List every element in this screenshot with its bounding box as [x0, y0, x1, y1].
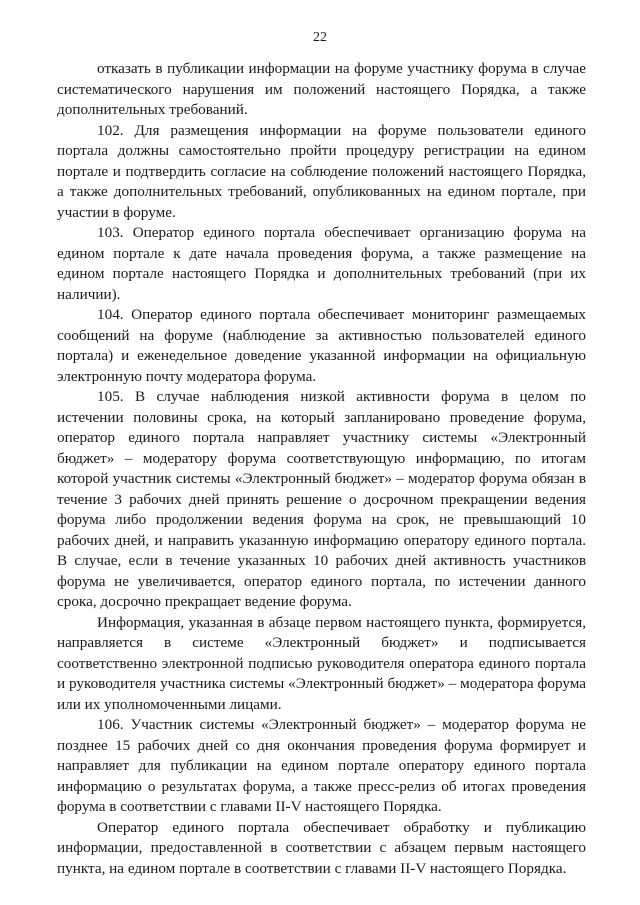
- paragraph-106: 106. Участник системы «Электронный бюджет» – модератор форума не позднее 15 рабочих дней со дня окончания проведения форума формирует и направляет для публикации на едином портале оператору единого портала информацию о результатах форума, а также пресс-релиз об итогах проведения форума в соответствии с главами II-V настоящего Порядка.: [57, 716, 586, 815]
- paragraph-104: 104. Оператор единого портала обеспечивает мониторинг размещаемых сообщений на форуме (наблюдение за активностью пользователей единого портала) и еженедельное доведение указанной информации на официальную электронную почту модератора форума.: [57, 306, 586, 385]
- page-number: 22: [313, 30, 327, 45]
- paragraph-105-second: Информация, указанная в абзаце первом настоящего пункта, формируется, направляется в системе «Электронный бюджет» и подписывается соответственно электронной подписью руководителя оператора единого портала и руководителя участника системы «Электронный бюджет» – модератора форума или их уполномоченными лицами.: [57, 613, 586, 713]
- document-body: [57, 59, 586, 879]
- paragraph-106-second: Оператор единого портала обеспечивает обработку и публикацию информации, предоставленной в соответствии с абзацем первым настоящего пункта, на едином портале в соответствии с главами II-V настоящего Порядка.: [57, 818, 586, 877]
- paragraph-103: 103. Оператор единого портала обеспечивает организацию форума на едином портале к дате начала проведения форума, а также размещение на едином портале настоящего Порядка и дополнительных требований (при их наличии).: [57, 224, 586, 303]
- paragraph-105: 105. В случае наблюдения низкой активности форума в целом по истечении половины срока, на который запланировано проведение форума, оператор единого портала направляет участнику системы «Электронный бюджет» – модератору форума соответствующую информацию, по итогам которой участник системы «Электронный бюджет» – модератор форума обязан в течение 3 рабочих дней принять решение о досрочном прекращении ведения форума либо продолжении ведения форума на срок, не превышающий 10 рабочих дней, и направить указанную информацию оператору единого портала. В случае, если в течение указанных 10 рабочих дней активность участников форума не увеличивается, оператор единого портала, по истечении данного срока, досрочно прекращает ведение форума.: [57, 388, 586, 610]
- paragraph-102: 102. Для размещения информации на форуме пользователи единого портала должны самостоятельно пройти процедуру регистрации на едином портале и подтвердить согласие на соблюдение положений настоящего Порядка, а также дополнительных требований, опубликованных на едином портале, при участии в форуме.: [57, 121, 586, 221]
- paragraph-continuation: отказать в публикации информации на форуме участнику форума в случае систематического нарушения им положений настоящего Порядка, а также дополнительных требований.: [57, 60, 586, 118]
